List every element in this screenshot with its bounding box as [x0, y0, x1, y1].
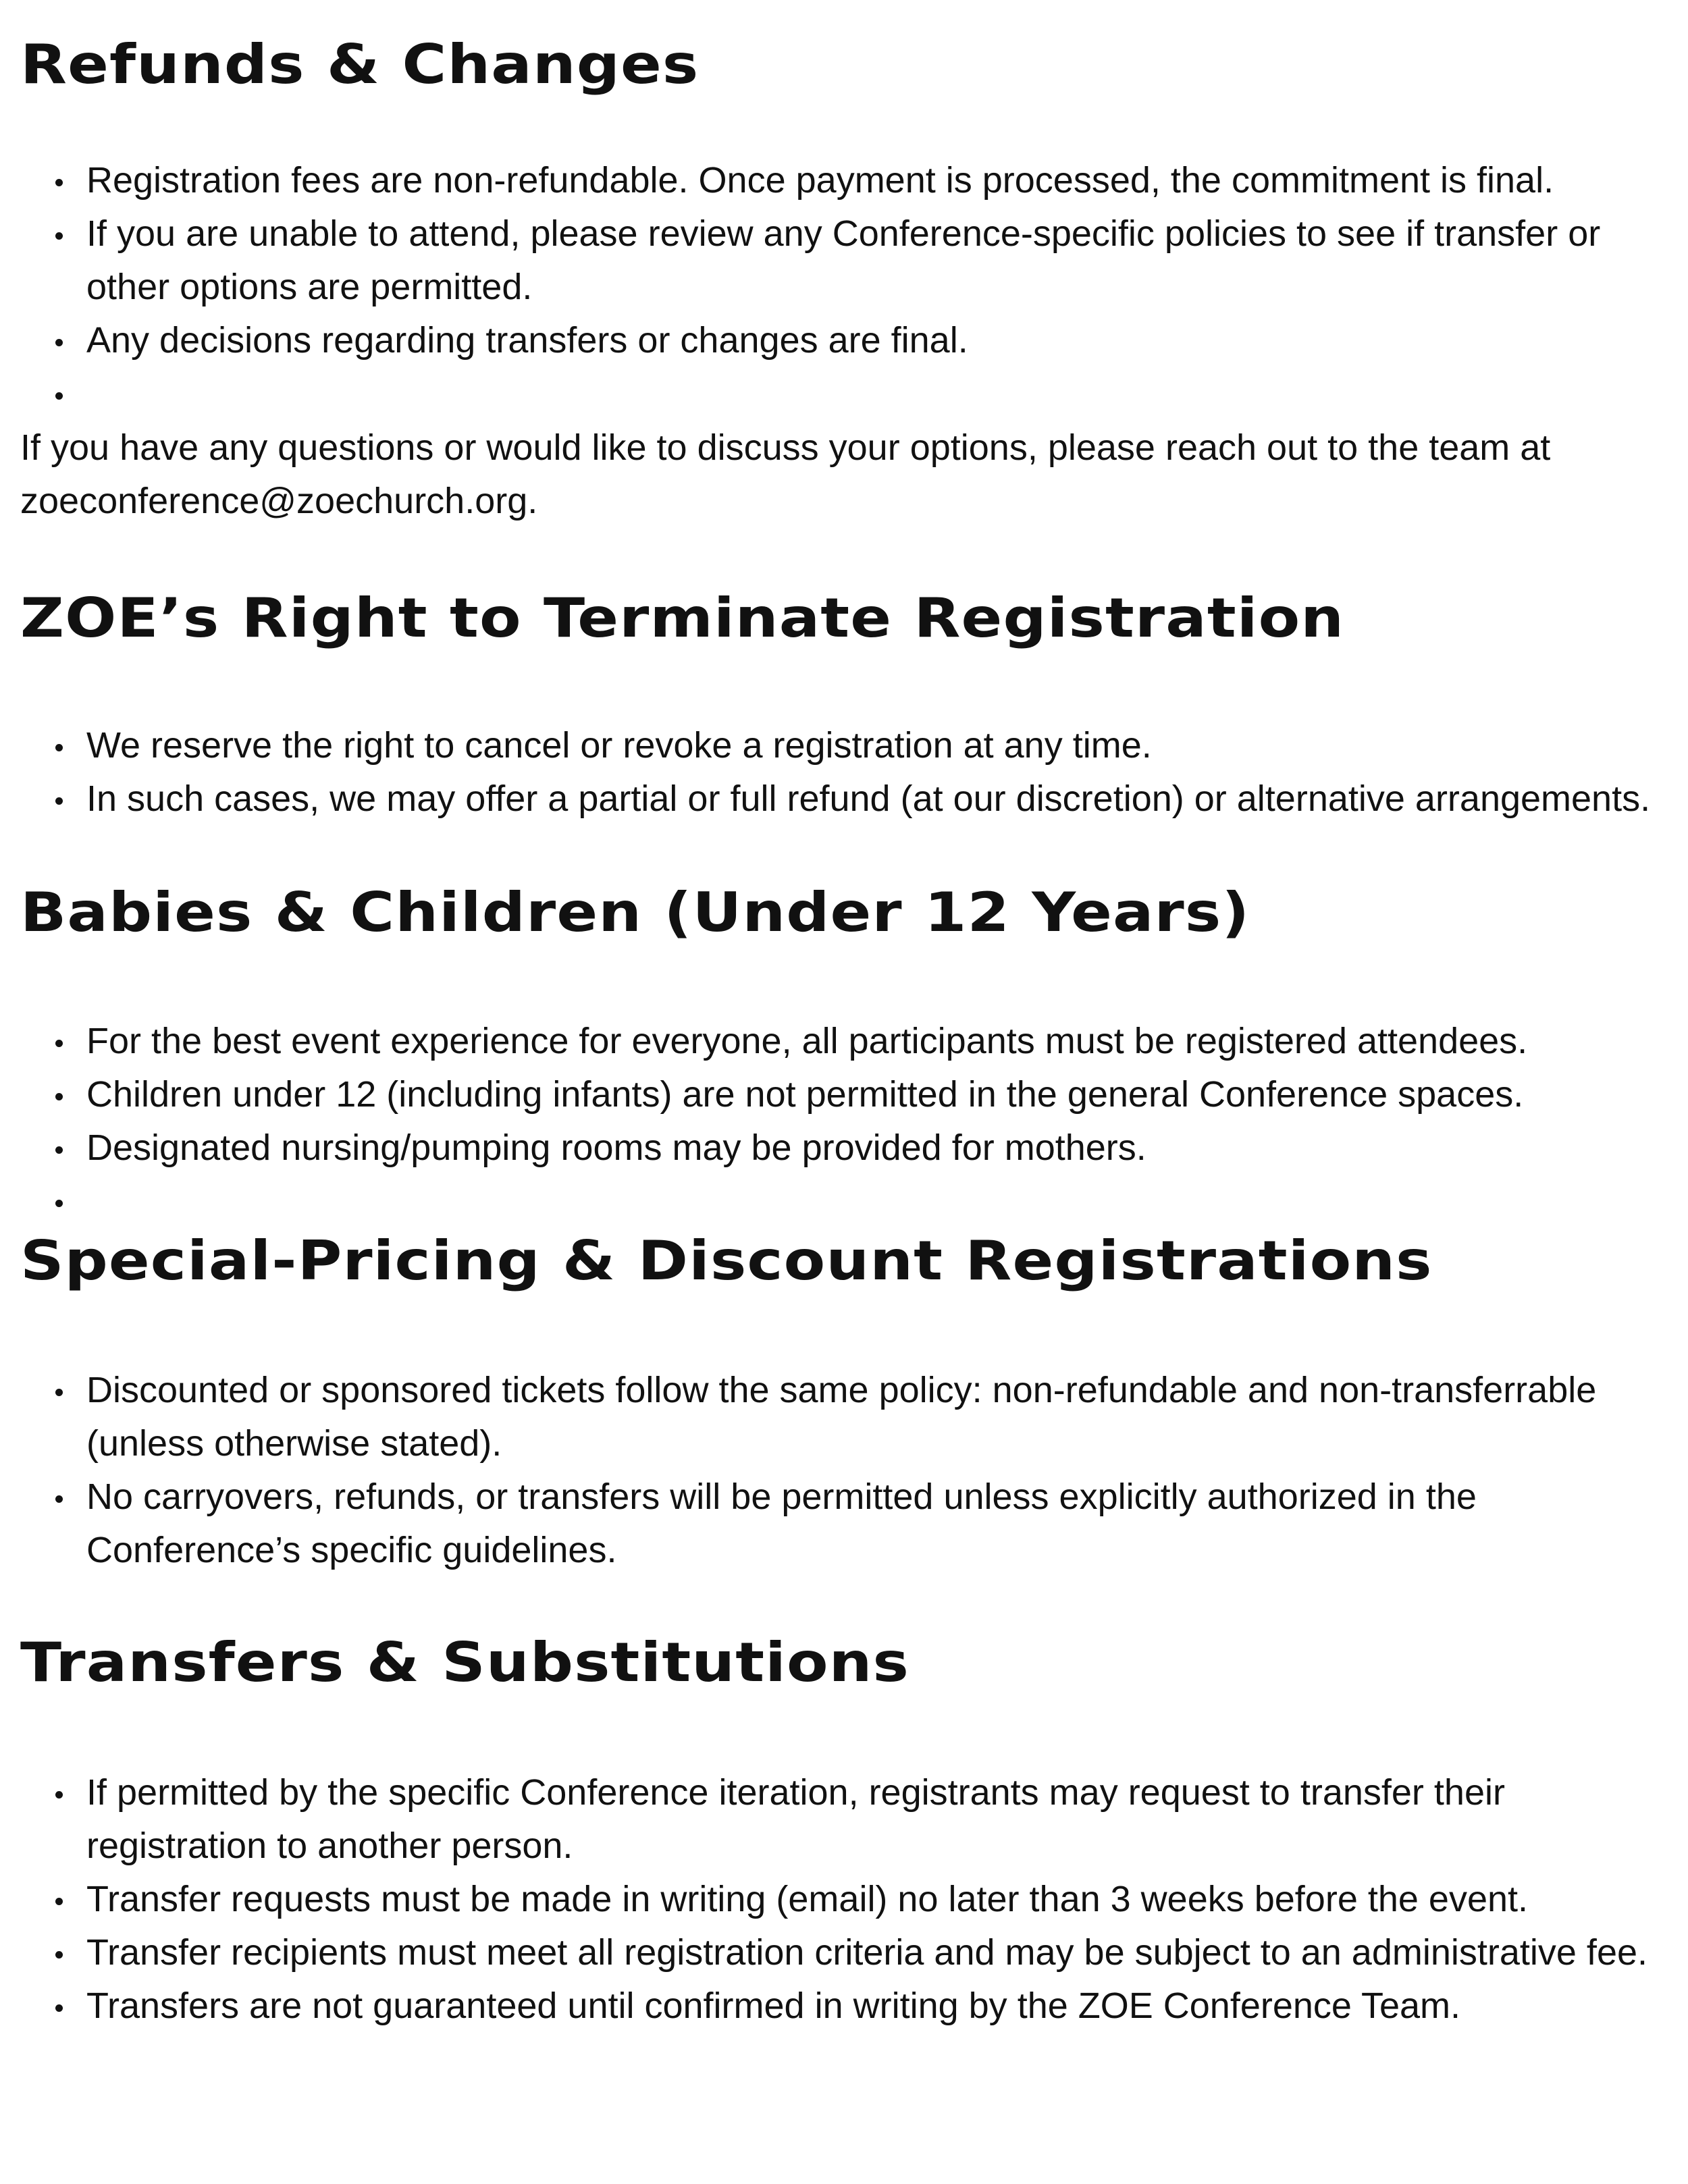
list-item: If permitted by the specific Conference iteration, registrants may request to transfer their registration to another person.: [0, 1766, 1674, 1873]
contact-note: If you have any questions or would like to discuss your options, please reach out to the team at zoeconference@zoechurch.org.: [20, 427, 1551, 521]
list-item: Transfers are not guaranteed until confirmed in writing by the ZOE Conference Team.: [0, 1979, 1674, 2033]
list-item: Children under 12 (including infants) are not permitted in the general Conference spaces.: [0, 1068, 1674, 1121]
termination-list: [0, 719, 1674, 826]
refunds-list: [0, 154, 1674, 367]
list-item: For the best event experience for everyone, all participants must be registered attendees.: [0, 1015, 1674, 1068]
list-item: Discounted or sponsored tickets follow the same policy: non-refundable and non-transferrable (unless otherwise stated).: [0, 1364, 1674, 1470]
special-pricing-list: [0, 1364, 1674, 1577]
section-heading-special-pricing: Special-Pricing & Discount Registrations: [20, 1229, 1433, 1292]
list-item: If you are unable to attend, please review any Conference-specific policies to see if transfer or other options are permitted.: [0, 207, 1674, 314]
list-item: Designated nursing/pumping rooms may be provided for mothers.: [0, 1121, 1674, 1175]
section-heading-termination: ZOE’s Right to Terminate Registration: [20, 587, 1345, 649]
list-item: In such cases, we may offer a partial or full refund (at our discretion) or alternative arrangements.: [0, 772, 1674, 826]
section-heading-transfers: Transfers & Substitutions: [20, 1631, 910, 1694]
transfers-list: [0, 1766, 1674, 2033]
list-item: We reserve the right to cancel or revoke a registration at any time.: [0, 719, 1674, 772]
list-item: Transfer requests must be made in writing (email) no later than 3 weeks before the event.: [0, 1873, 1674, 1926]
children-list: [0, 1015, 1674, 1175]
list-item: Transfer recipients must meet all registration criteria and may be subject to an administrative fee.: [0, 1926, 1674, 1979]
section-heading-refunds: Refunds & Changes: [20, 33, 700, 96]
section-heading-children: Babies & Children (Under 12 Years): [20, 881, 1250, 944]
list-item: No carryovers, refunds, or transfers will be permitted unless explicitly authorized in the Conference’s specific guidelines.: [0, 1470, 1674, 1577]
list-item: Registration fees are non-refundable. Once payment is processed, the commitment is final.: [0, 154, 1674, 207]
empty-list-bullet: [55, 1200, 63, 1207]
list-item: Any decisions regarding transfers or changes are final.: [0, 314, 1674, 367]
empty-list-bullet: [55, 392, 63, 400]
